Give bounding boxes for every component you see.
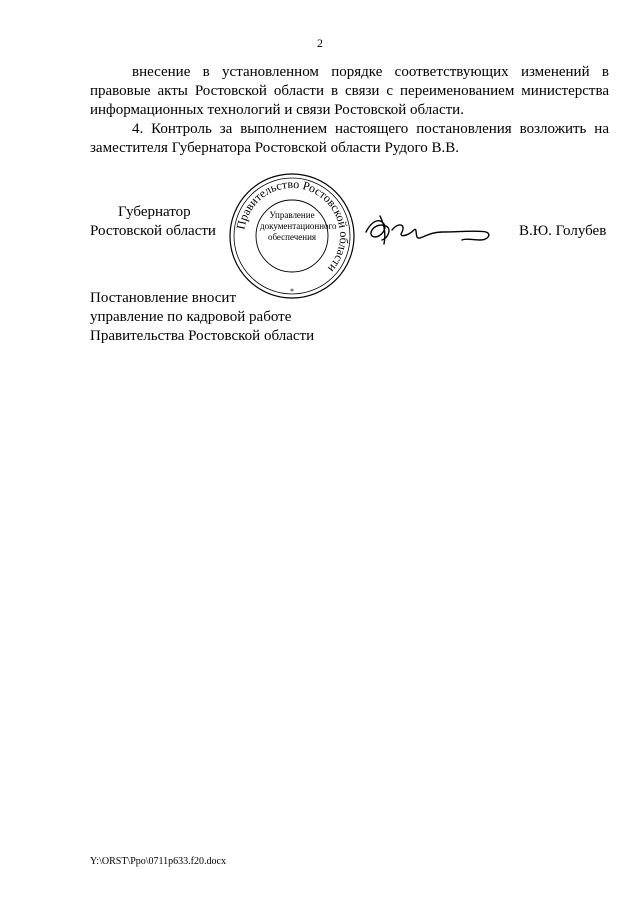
- submitter-line: Правительства Ростовской области: [90, 328, 315, 344]
- signatory-name: В.Ю. Голубев: [519, 223, 607, 239]
- submitter-block: [90, 289, 314, 346]
- submitter-line: управление по кадровой работе: [90, 309, 292, 325]
- submitter-line: Постановление вносит: [90, 290, 237, 306]
- paragraph-continuation: внесение в установленном порядке соответствующих изменений в правовые акты Ростовской области в связи с переименованием министерства информационных технологий и связи Ростовской области.: [90, 64, 609, 118]
- position-region: Ростовской области: [90, 223, 216, 239]
- official-seal-stamp: [226, 170, 358, 302]
- page-number: 2: [317, 36, 323, 50]
- position-title: Губернатор: [118, 204, 191, 220]
- signatory-position: [90, 203, 216, 241]
- handwritten-signature: [362, 210, 492, 250]
- seal-inner-line: Управление: [269, 210, 315, 220]
- seal-outer-text: Правительство Ростовской области: [233, 176, 352, 276]
- seal-inner-line: обеспечения: [267, 232, 317, 242]
- seal-inner-line: документационного: [260, 221, 337, 231]
- svg-text:*: *: [290, 287, 294, 296]
- file-path-footer: Y:\ORST\Ppo\0711p633.f20.docx: [90, 856, 226, 867]
- seal-inner-text: [260, 210, 337, 262]
- paragraph-item-4: 4. Контроль за выполнением настоящего постановления возложить на заместителя Губернатора Ростовской области Рудого В.В.: [90, 121, 609, 156]
